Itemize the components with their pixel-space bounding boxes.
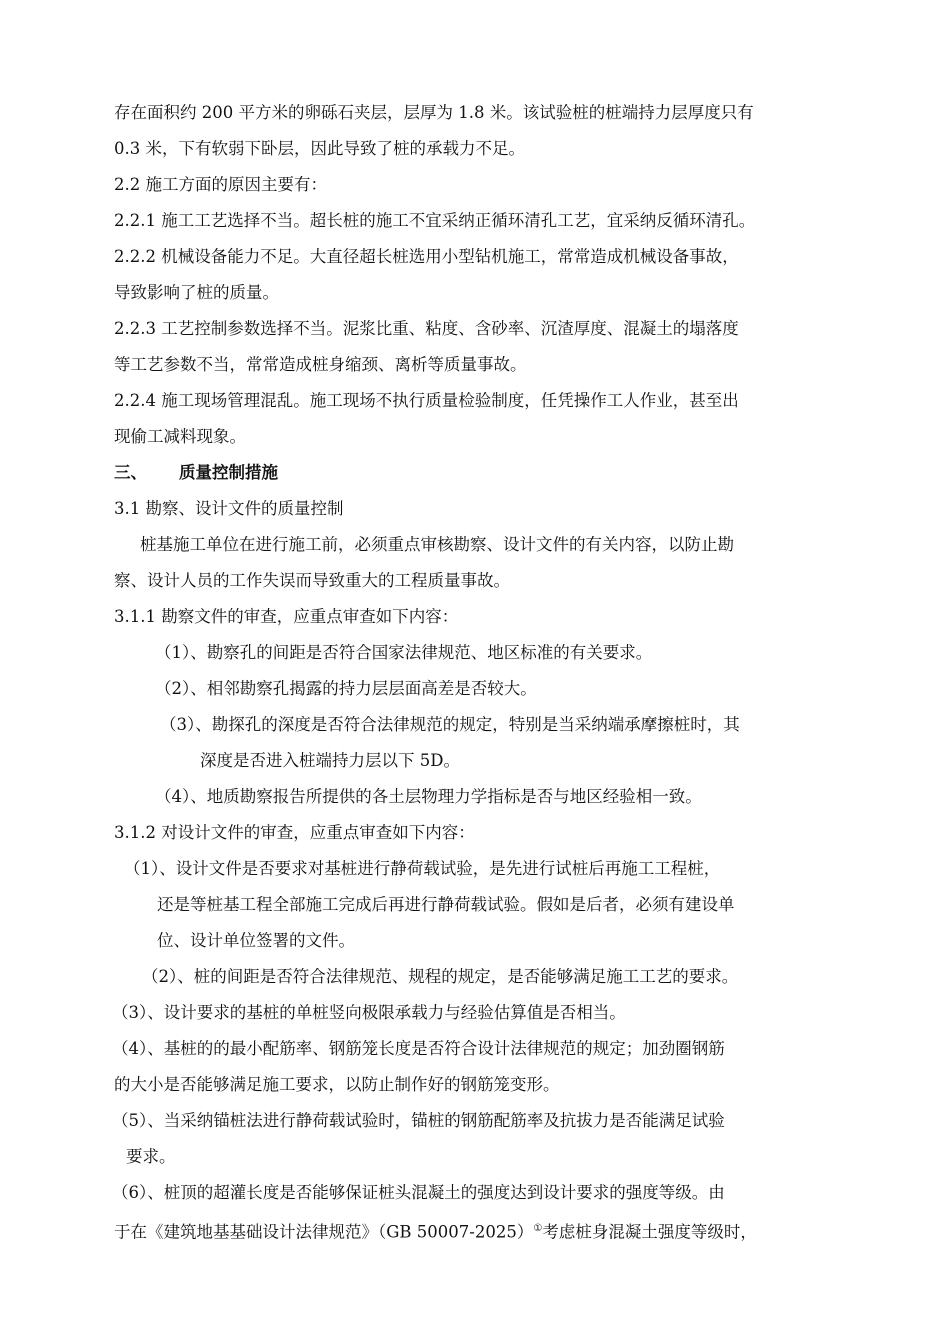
text-line: 等工艺参数不当，常常造成桩身缩颈、离析等质量事故。 — [114, 355, 527, 374]
text-line: 0.3 米，下有软弱下卧层，因此导致了桩的承载力不足。 — [114, 139, 525, 158]
text-line: 2.2.4 施工现场管理混乱。施工现场不执行质量检验制度，任凭操作工人作业，甚至出 — [114, 391, 739, 410]
list-item: （5）、当采纳锚桩法进行静荷载试验时，锚桩的钢筋配筋率及抗拔力是否能满足试验 — [112, 1111, 725, 1130]
list-item-continued: 要求。 — [126, 1147, 176, 1166]
chapter-heading — [114, 461, 278, 485]
text-line: 现偷工减料现象。 — [114, 427, 246, 446]
list-item-continued: 位、设计单位签署的文件。 — [157, 931, 355, 950]
section-heading: 2.2 施工方面的原因主要有： — [114, 175, 327, 194]
list-item-continued: 还是等桩基工程全部施工完成后再进行静荷载试验。假如是后者，必须有建设单 — [157, 895, 735, 914]
list-item: （3）、设计要求的基桩的单桩竖向极限承载力与经验估算值是否相当。 — [112, 1003, 626, 1022]
list-item-continued: 的大小是否能够满足施工要求，以防止制作好的钢筋笼变形。 — [114, 1075, 560, 1094]
subsection-heading: 3.1.1 勘察文件的审查，应重点审查如下内容： — [114, 607, 459, 626]
list-item: （4）、基桩的的最小配筋率、钢筋笼长度是否符合设计法律规范的规定；加劲圈钢筋 — [112, 1039, 725, 1058]
subsection-heading: 3.1.2 对设计文件的审查，应重点审查如下内容： — [114, 823, 475, 842]
text-line: 2.2.3 工艺控制参数选择不当。泥浆比重、粘度、含砂率、沉渣厚度、混凝土的塌落度 — [114, 319, 739, 338]
list-item: （2）、桩的间距是否符合法律规范、规程的规定，是否能够满足施工工艺的要求。 — [142, 967, 739, 986]
text-line: 存在面积约 200 平方米的卵砾石夹层，层厚为 1.8 米。该试验桩的桩端持力层厚度只有 — [114, 103, 754, 122]
list-item: （4）、地质勘察报告所提供的各土层物理力学指标是否与地区经验相一致。 — [155, 787, 702, 806]
list-item-continued: 深度是否进入桩端持力层以下 5D。 — [200, 751, 460, 770]
chapter-number: 三、 — [114, 463, 147, 482]
list-item: （2）、相邻勘察孔揭露的持力层层面高差是否较大。 — [155, 679, 537, 698]
text-line: 2.2.2 机械设备能力不足。大直径超长桩选用小型钻机施工，常常造成机械设备事故， — [114, 247, 739, 266]
text-line: 2.2.1 施工工艺选择不当。超长桩的施工不宜采纳正循环清孔工艺，宜采纳反循环清孔。 — [114, 211, 756, 230]
paragraph-line: 桩基施工单位在进行施工前，必须重点审核勘察、设计文件的有关内容，以防止勘 — [140, 535, 734, 554]
chapter-title: 质量控制措施 — [179, 463, 278, 482]
text-line: 导致影响了桩的质量。 — [114, 283, 279, 302]
section-heading: 3.1 勘察、设计文件的质量控制 — [114, 499, 344, 518]
list-item-continued — [114, 1217, 757, 1241]
list-item: （6）、桩顶的超灌长度是否能够保证桩头混凝土的强度达到设计要求的强度等级。由 — [112, 1183, 725, 1202]
paragraph-line: 察、设计人员的工作失误而导致重大的工程质量事故。 — [114, 571, 510, 590]
list-item: （1）、设计文件是否要求对基桩进行静荷载试验，是先进行试桩后再施工工程桩， — [124, 859, 721, 878]
line-text: 于在《建筑地基基础设计法律规范》（GB 50007-2025） — [114, 1222, 534, 1242]
line-text: 考虑桩身混凝土强度等级时， — [542, 1222, 757, 1242]
footnote-marker[interactable]: ① — [533, 1223, 543, 1234]
list-item: （3）、勘探孔的深度是否符合法律规范的规定，特别是当采纳端承摩擦桩时，其 — [160, 715, 740, 734]
list-item: （1）、勘察孔的间距是否符合国家法律规范、地区标准的有关要求。 — [155, 643, 653, 662]
